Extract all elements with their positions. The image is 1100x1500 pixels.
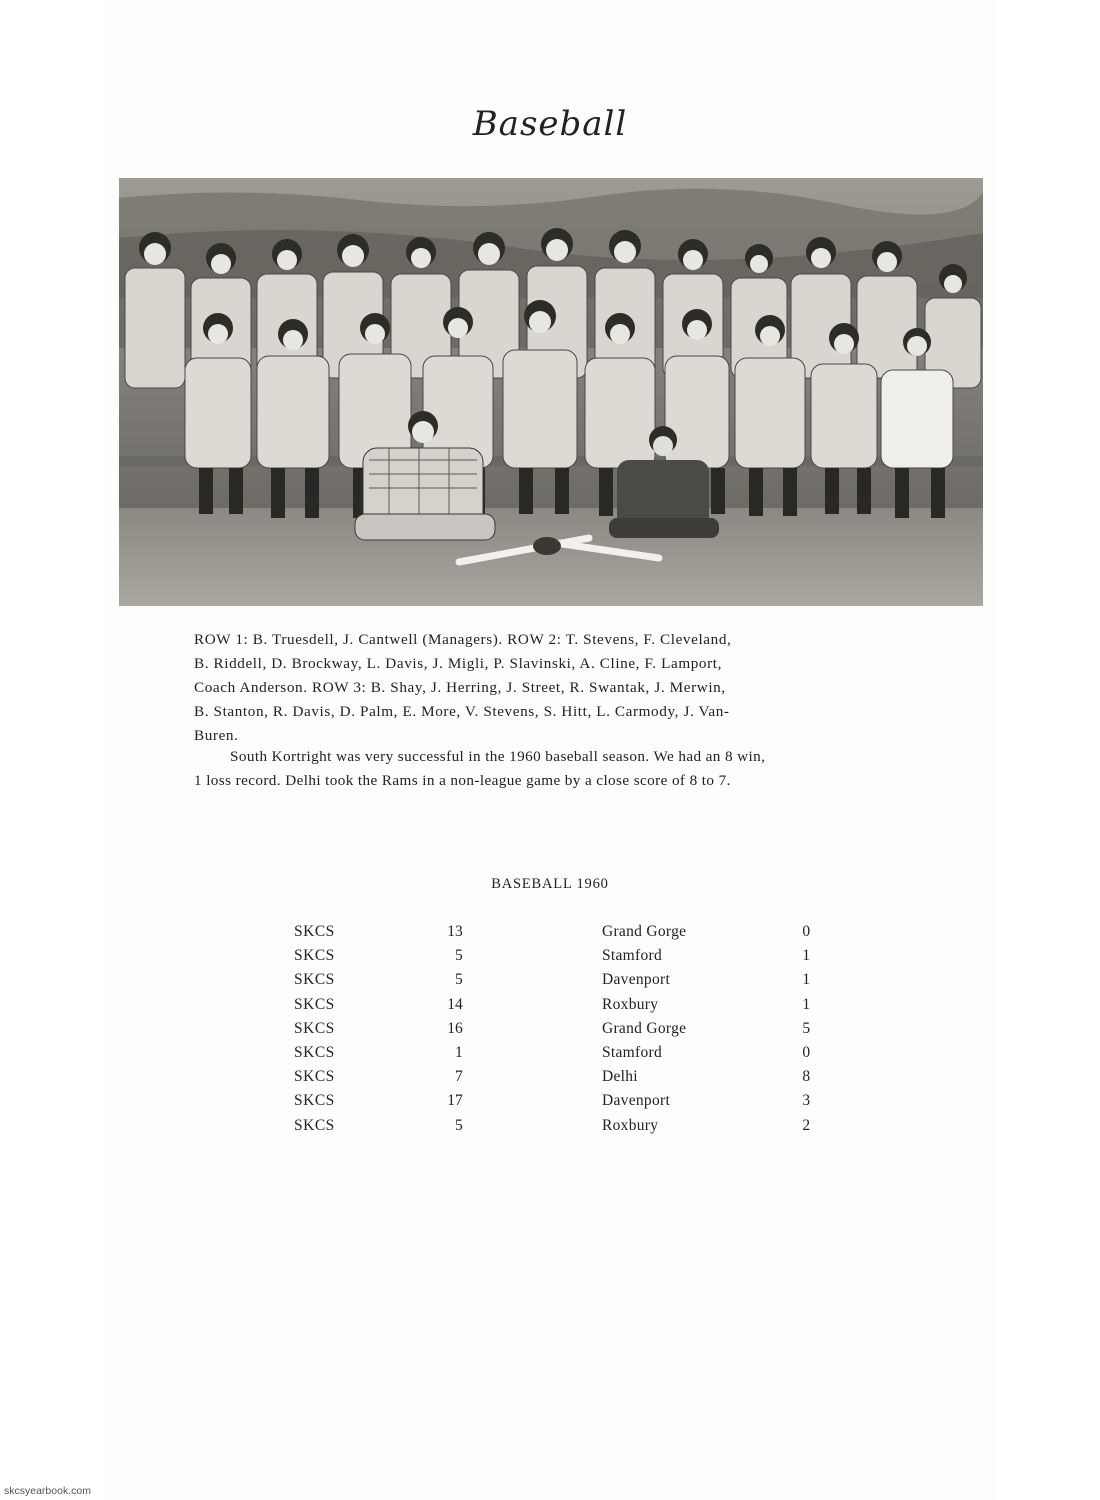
opponent-cell: Delhi [601, 1068, 638, 1086]
team-score-cell: 1 [455, 1044, 463, 1062]
team-score-cell: 5 [455, 947, 463, 965]
opponent-cell: Stamford [601, 1044, 663, 1062]
opponent-score-cell: 3 [802, 1092, 811, 1110]
opponent-cell: Davenport [601, 971, 671, 989]
schedule-title: BASEBALL 1960 [491, 876, 609, 892]
opponent-score-cell: 1 [802, 947, 811, 965]
team-score-cell: 7 [455, 1068, 463, 1086]
roster-line: B. Riddell, D. Brockway, L. Davis, J. Migli, P. Slavinski, A. Cline, F. Lamport, [194, 655, 722, 672]
opponent-score-cell: 5 [802, 1019, 811, 1037]
opponent-cell: Roxbury [601, 995, 659, 1013]
table-row [294, 1065, 834, 1089]
team-score-cell: 17 [447, 1092, 463, 1110]
table-row [294, 968, 834, 992]
season-summary [194, 745, 934, 793]
team-score-cell: 13 [447, 923, 463, 940]
opponent-cell: Roxbury [601, 1116, 659, 1134]
opponent-score-cell: 1 [802, 971, 811, 989]
table-row [294, 1114, 834, 1138]
team-cell: SKCS [294, 1092, 335, 1110]
summary-line: South Kortright was very successful in the 1960 baseball season. We had an 8 win, [230, 748, 766, 765]
team-score-cell: 14 [447, 995, 463, 1013]
page-title: Baseball [472, 104, 628, 144]
team-score-cell: 5 [455, 971, 463, 989]
team-cell: SKCS [294, 947, 335, 965]
team-score-cell: 5 [455, 1116, 463, 1134]
team-photo [119, 178, 983, 606]
table-row [294, 1017, 834, 1041]
opponent-score-cell: 0 [802, 1044, 811, 1062]
team-cell: SKCS [294, 971, 335, 989]
roster-caption [194, 628, 934, 748]
opponent-cell: Grand Gorge [601, 1019, 687, 1037]
opponent-cell: Grand Gorge [601, 923, 687, 940]
opponent-score-cell: 8 [802, 1068, 811, 1086]
table-row [294, 920, 834, 944]
schedule-table [294, 920, 834, 1138]
site-watermark: skcsyearbook.com [4, 1485, 91, 1497]
team-cell: SKCS [294, 1044, 335, 1062]
team-score-cell: 16 [447, 1019, 463, 1037]
opponent-score-cell: 0 [802, 923, 811, 940]
opponent-cell: Stamford [601, 947, 663, 965]
summary-line: 1 loss record. Delhi took the Rams in a non-league game by a close score of 8 to 7. [194, 772, 731, 789]
team-cell: SKCS [294, 1068, 335, 1086]
opponent-score-cell: 1 [802, 995, 811, 1013]
table-row [294, 944, 834, 968]
roster-line: Buren. [194, 727, 239, 744]
opponent-score-cell: 2 [802, 1116, 811, 1134]
roster-line: B. Stanton, R. Davis, D. Palm, E. More, V. Stevens, S. Hitt, L. Carmody, J. Van- [194, 703, 730, 720]
roster-line: Coach Anderson. ROW 3: B. Shay, J. Herring, J. Street, R. Swantak, J. Merwin, [194, 679, 726, 696]
table-row [294, 993, 834, 1017]
team-cell: SKCS [294, 923, 335, 940]
team-cell: SKCS [294, 1019, 335, 1037]
opponent-cell: Davenport [601, 1092, 671, 1110]
team-cell: SKCS [294, 995, 335, 1013]
team-cell: SKCS [294, 1116, 335, 1134]
table-row [294, 1041, 834, 1065]
roster-line: ROW 1: B. Truesdell, J. Cantwell (Managers). ROW 2: T. Stevens, F. Cleveland, [194, 631, 732, 648]
table-row [294, 1089, 834, 1113]
